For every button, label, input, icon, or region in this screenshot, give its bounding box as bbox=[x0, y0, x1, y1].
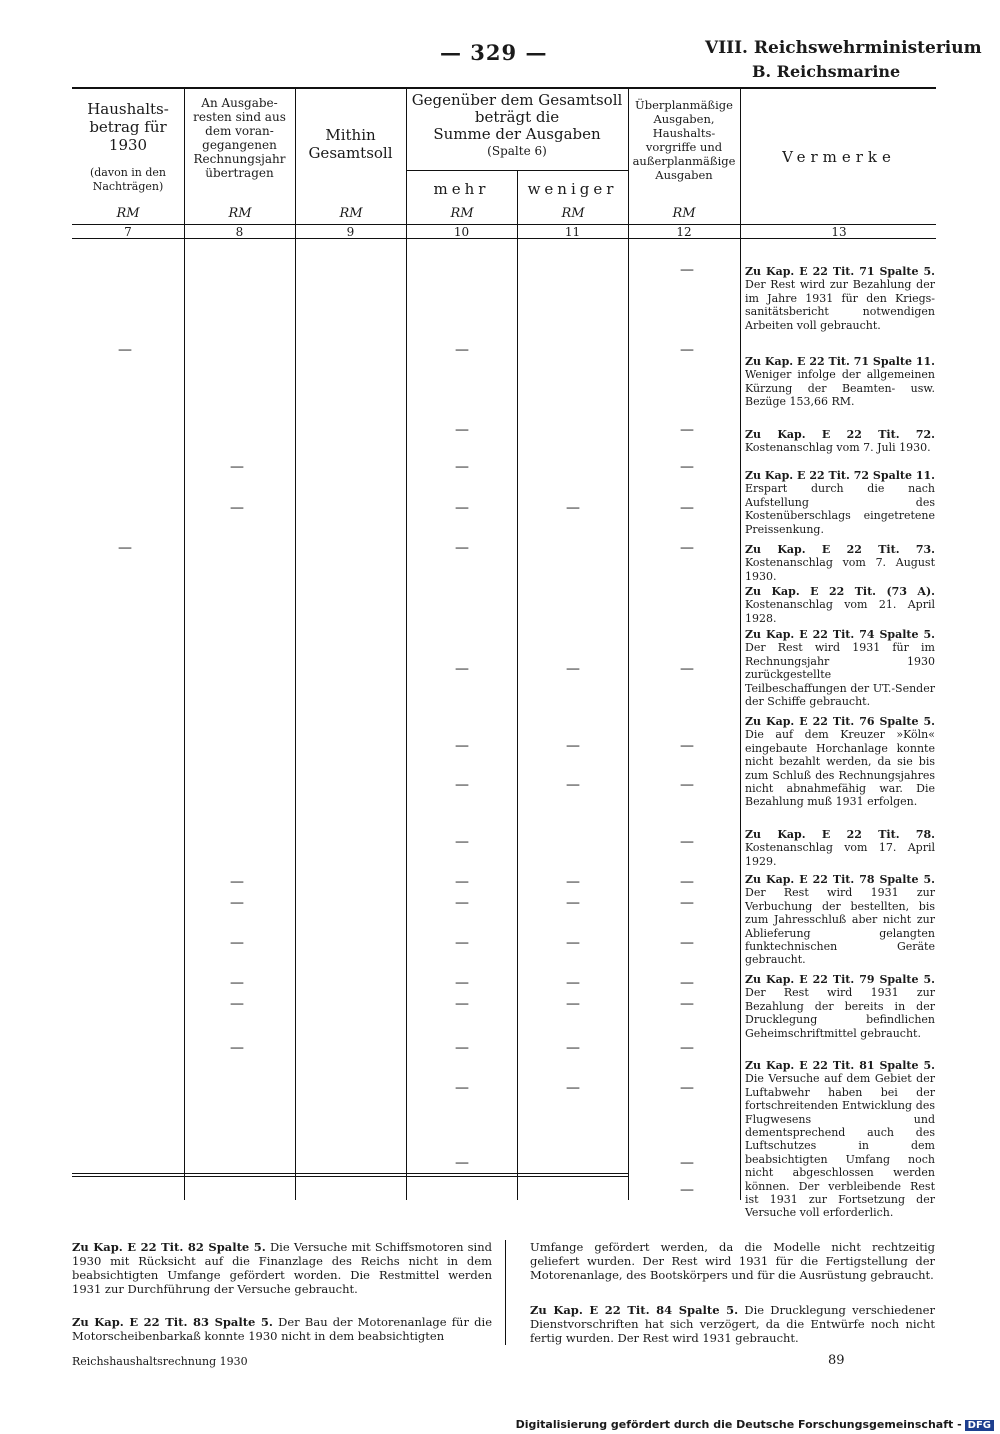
cell-col11: — bbox=[566, 996, 580, 1012]
remark: Zu Kap. E 22 Tit. 81 Spalte 5. Die Versuche auf dem Gebiet der Luftabwehr haben bei der fortschreitenden Entwicklung des Flugwesens und dementsprechend auch des Luftschutzes in dem beabsichtigten Umfang noch nicht abgeschlossen werden können. Der verbleibende Rest ist 1931 zur Fortsetzung der Versuche voll erforderlich. bbox=[745, 1059, 935, 1220]
cell-col11: — bbox=[566, 1080, 580, 1096]
cell-col11: — bbox=[566, 738, 580, 754]
col-sep bbox=[628, 88, 629, 1200]
unit-label: RM bbox=[228, 206, 252, 221]
col7-subheader: (davon in den Nachträgen) bbox=[89, 166, 167, 193]
remark: Zu Kap. E 22 Tit. 72 Spalte 11. Erspart durch die nach Aufstellung des Kostenüberschlags eingetretene Preissenkung. bbox=[745, 469, 935, 536]
unit-label: RM bbox=[450, 206, 474, 221]
cell-col12: — bbox=[680, 874, 694, 890]
cell-col12: — bbox=[680, 661, 694, 677]
col13-header: Vermerke bbox=[782, 148, 896, 166]
col7-header: Haushalts- betrag für 1930 bbox=[87, 100, 169, 154]
col12-header: Überplanmäßige Ausgaben, Haushalts- vorgriffe und außerplanmäßige Ausgaben bbox=[632, 98, 736, 182]
cell-col12: — bbox=[680, 834, 694, 850]
unit-label: RM bbox=[672, 206, 696, 221]
dfg-credit-text: Digitalisierung gefördert durch die Deutsche Forschungsgemeinschaft - bbox=[515, 1418, 962, 1431]
cell-col10: — bbox=[455, 1155, 469, 1171]
cell-col11: — bbox=[566, 661, 580, 677]
col11-header: weniger bbox=[527, 180, 618, 198]
col-number: 10 bbox=[453, 225, 470, 239]
unit-label: RM bbox=[561, 206, 585, 221]
cell-col11: — bbox=[566, 1040, 580, 1056]
cell-col12: — bbox=[680, 1040, 694, 1056]
cell-col8: — bbox=[230, 500, 244, 516]
unit-label: RM bbox=[339, 206, 363, 221]
cell-col12: — bbox=[680, 422, 694, 438]
remark: Zu Kap. E 22 Tit. 76 Spalte 5. Die auf dem Kreuzer »Köln« eingebaute Horchanlage konnte nicht bezahlt werden, da sie bis zum Schluß des Rechnungsjahres nicht abnahmefähig war. Die Bezahlung muß 1931 erfolgen. bbox=[745, 715, 935, 809]
cell-col7: — bbox=[118, 342, 132, 358]
cell-col8: — bbox=[230, 1040, 244, 1056]
cell-col12: — bbox=[680, 996, 694, 1012]
col-number: 7 bbox=[124, 225, 132, 239]
col-sep bbox=[406, 88, 407, 1200]
section-title: B. Reichsmarine bbox=[752, 62, 901, 81]
cell-col12: — bbox=[680, 540, 694, 556]
cell-col10: — bbox=[455, 874, 469, 890]
cell-col12: — bbox=[680, 975, 694, 991]
cell-col11: — bbox=[566, 895, 580, 911]
remark: Zu Kap. E 22 Tit. 71 Spalte 5. Der Rest wird zur Bezahlung der im Jahre 1931 für den Kriegs-sanitätsbericht notwendigen Arbeiten voll gebraucht. bbox=[745, 265, 935, 332]
remark: Zu Kap. E 22 Tit. 71 Spalte 11. Weniger infolge der allgemeinen Kürzung der Beamten- usw. Bezüge 153,66 RM. bbox=[745, 355, 935, 409]
cell-col11: — bbox=[566, 935, 580, 951]
col-sep bbox=[295, 88, 296, 1200]
col-number: 12 bbox=[676, 225, 692, 239]
dfg-logo: DFG bbox=[965, 1420, 994, 1431]
cell-col12: — bbox=[680, 342, 694, 358]
cell-col10: — bbox=[455, 777, 469, 793]
ministry-title: VIII. Reichswehrministerium bbox=[705, 38, 982, 58]
footnote: Zu Kap. E 22 Tit. 84 Spalte 5. Die Drucklegung verschiedener Dienstvorschriften hat sich verzögert, da die Entwürfe noch nicht fertig wurden. Der Rest wird 1931 gebraucht. bbox=[530, 1303, 935, 1345]
cell-col12: — bbox=[680, 935, 694, 951]
cell-col10: — bbox=[455, 935, 469, 951]
cell-col10: — bbox=[455, 342, 469, 358]
footnote: Umfange gefördert werden, da die Modelle nicht rechtzeitig geliefert wurden. Der Rest wird 1931 für die Fertigstellung der Motorenanlage, des Bootskörpers und für die Ausrüstung gebraucht. bbox=[530, 1240, 935, 1282]
col-number: 13 bbox=[831, 225, 847, 239]
total-rule bbox=[72, 1173, 628, 1174]
cell-col8: — bbox=[230, 975, 244, 991]
col-number: 9 bbox=[346, 225, 355, 239]
footer-page-number: 89 bbox=[828, 1353, 845, 1368]
remark: Zu Kap. E 22 Tit. (73 A). Kostenanschlag vom 21. April 1928. bbox=[745, 585, 935, 625]
cell-col10: — bbox=[455, 895, 469, 911]
cell-col8: — bbox=[230, 996, 244, 1012]
unit-label: RM bbox=[116, 206, 140, 221]
dfg-credit bbox=[516, 1418, 994, 1431]
cell-col10: — bbox=[455, 500, 469, 516]
cell-col10: — bbox=[455, 738, 469, 754]
cell-col11: — bbox=[566, 874, 580, 890]
remark: Zu Kap. E 22 Tit. 73. Kostenanschlag vom 7. August 1930. bbox=[745, 543, 935, 583]
col-sep bbox=[517, 170, 518, 1200]
group-header: Gegenüber dem Gesamtsoll beträgt die Summe der Ausgaben (Spalte 6) bbox=[411, 91, 623, 158]
cell-col11: — bbox=[566, 777, 580, 793]
cell-col12: — bbox=[680, 262, 694, 278]
remark: Zu Kap. E 22 Tit. 74 Spalte 5. Der Rest wird 1931 für im Rechnungsjahr 1930 zurückgestellte Teilbeschaffungen der UT.-Sender der Schiffe gebraucht. bbox=[745, 628, 935, 709]
footnote-divider bbox=[505, 1240, 506, 1345]
cell-col10: — bbox=[455, 1080, 469, 1096]
cell-col11: — bbox=[566, 975, 580, 991]
col10-header: mehr bbox=[433, 180, 490, 198]
col-number: 11 bbox=[564, 225, 581, 239]
cell-col10: — bbox=[455, 996, 469, 1012]
cell-col8: — bbox=[230, 895, 244, 911]
remark: Zu Kap. E 22 Tit. 78. Kostenanschlag vom 17. April 1929. bbox=[745, 828, 935, 868]
col-sep bbox=[740, 88, 741, 1200]
remark: Zu Kap. E 22 Tit. 79 Spalte 5. Der Rest wird 1931 zur Bezahlung der bereits in der Drucklegung befindlichen Geheimschriftmittel gebraucht. bbox=[745, 973, 935, 1040]
cell-col7: — bbox=[118, 540, 132, 556]
cell-col12: — bbox=[680, 459, 694, 475]
cell-col10: — bbox=[455, 661, 469, 677]
cell-col10: — bbox=[455, 834, 469, 850]
col9-header: Mithin Gesamtsoll bbox=[308, 126, 393, 162]
col-number: 8 bbox=[235, 225, 244, 239]
cell-col10: — bbox=[455, 1040, 469, 1056]
cell-col12: — bbox=[680, 1080, 694, 1096]
table-top-rule bbox=[72, 87, 936, 89]
remark: Zu Kap. E 22 Tit. 72. Kostenanschlag vom 7. Juli 1930. bbox=[745, 428, 935, 455]
col8-header: An Ausgabe- resten sind aus dem voran- gegangenen Rechnungsjahr übertragen bbox=[193, 96, 286, 180]
cell-col10: — bbox=[455, 459, 469, 475]
cell-col12: — bbox=[680, 738, 694, 754]
footer-title: Reichshaushaltsrechnung 1930 bbox=[72, 1355, 248, 1368]
cell-col8: — bbox=[230, 935, 244, 951]
cell-col12: — bbox=[680, 895, 694, 911]
cell-col10: — bbox=[455, 422, 469, 438]
cell-col11: — bbox=[566, 500, 580, 516]
cell-col12: — bbox=[680, 777, 694, 793]
total-col12: — bbox=[680, 1182, 694, 1198]
col-sep bbox=[184, 88, 185, 1200]
cell-col10: — bbox=[455, 540, 469, 556]
footnote: Zu Kap. E 22 Tit. 82 Spalte 5. Die Versuche mit Schiffsmotoren sind 1930 mit Rücksicht auf die Finanzlage des Reichs nicht in dem beabsichtigten Umfange gefördert worden. Die Restmittel werden 1931 zur Durchführung der Versuche gebraucht. bbox=[72, 1240, 493, 1296]
cell-col12: — bbox=[680, 500, 694, 516]
total-rule bbox=[72, 1176, 628, 1177]
cell-col10: — bbox=[455, 975, 469, 991]
page-number: — 329 — bbox=[440, 40, 548, 65]
remark: Zu Kap. E 22 Tit. 78 Spalte 5. Der Rest wird 1931 zur Verbuchung der bestellten, bis zum Jahresschluß aber nicht zur Ablieferung gelangten funktechnischen Geräte gebraucht. bbox=[745, 873, 935, 967]
cell-col8: — bbox=[230, 459, 244, 475]
cell-col8: — bbox=[230, 874, 244, 890]
cell-col12: — bbox=[680, 1155, 694, 1171]
footnote: Zu Kap. E 22 Tit. 83 Spalte 5. Der Bau der Motorenanlage für die Motorscheibenbarkaß konnte 1930 nicht in dem beabsichtigten bbox=[72, 1315, 493, 1343]
